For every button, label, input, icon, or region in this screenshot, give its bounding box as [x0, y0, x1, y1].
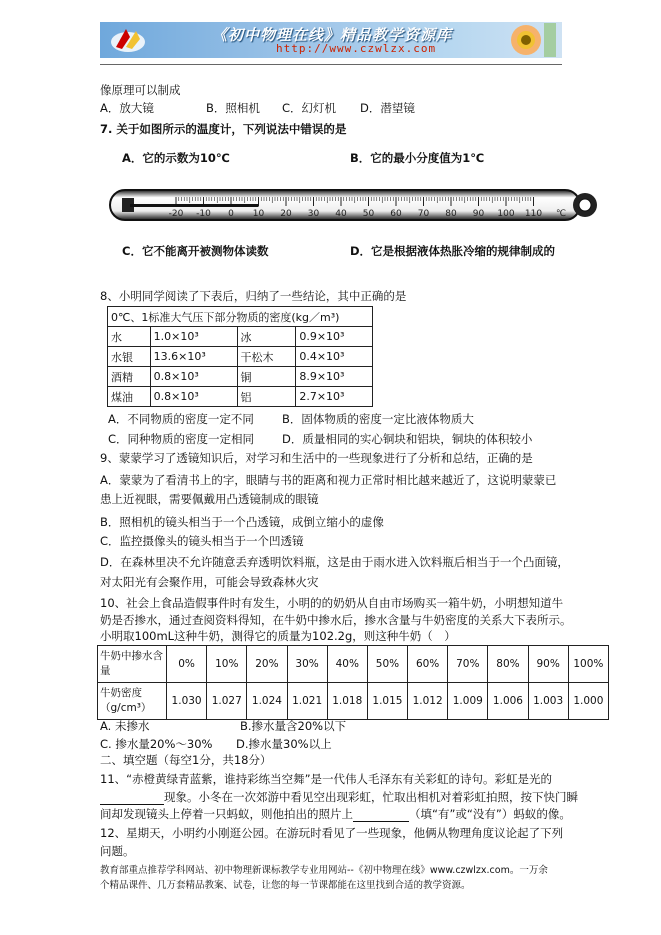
table-cell: 铝	[237, 387, 296, 407]
header-url[interactable]: http://www.czwlzx.com	[276, 42, 437, 55]
table-row	[98, 646, 609, 683]
table-cell: 1.024	[247, 683, 287, 720]
scale-label: 70	[417, 209, 430, 219]
table-cell: 干松木	[237, 347, 296, 367]
footer-line: 个精品课件、几万套精品教案、试卷，让您的每一节课都能在这里找到合适的教学资源。	[100, 880, 471, 891]
option-c: C．它不能离开被测物体读数	[122, 244, 269, 258]
scale-label: 40	[335, 209, 347, 219]
option-c: C．幻灯机	[282, 101, 337, 115]
question-11-cont	[100, 806, 571, 822]
question-10-cont: 小明取100mL这种牛奶，测得它的质量为102.2g，则这种牛奶（ ）	[100, 629, 456, 643]
option-c: C．监控摄像头的镜头相当于一个凹透镜	[100, 534, 304, 548]
table-cell: 10%	[207, 646, 247, 683]
option-b: B．照相机的镜头相当于一个凸透镜，成倒立缩小的虚像	[100, 515, 384, 529]
scale-label: 60	[390, 209, 402, 219]
question-12-cont: 问题。	[100, 844, 135, 858]
option-d-cont: 对太阳光有会聚作用，可能会导致森林火灾	[100, 575, 319, 589]
table-cell: 1.006	[488, 683, 528, 720]
header-title: 《初中物理在线》精品教学资源库	[212, 26, 453, 44]
table-cell: 1.003	[528, 683, 568, 720]
option-a: A．放大镜	[100, 101, 154, 115]
table-cell: 2.7×10³	[296, 387, 373, 407]
option-a: A．蒙蒙为了看清书上的字，眼睛与书的距离和视力正常时相比越来越近了，这说明蒙蒙已	[100, 473, 557, 487]
scale-label: 0	[228, 209, 234, 219]
scale-label: 90	[472, 209, 485, 219]
table-cell: 13.6×10³	[150, 347, 237, 367]
table-row	[98, 683, 609, 720]
scale-label: 30	[307, 209, 320, 219]
table-cell: 1.021	[287, 683, 327, 720]
question-12: 12、星期天，小明约小刚逛公园。在游玩时看见了一些现象，他俩从物理角度议论起了下列	[100, 826, 564, 840]
question-10-cont: 奶是否掺水，通过查阅资料得知，在牛奶中掺水后，掺水含量与牛奶密度的关系大下表所示。	[100, 613, 572, 627]
table-cell: 50%	[367, 646, 407, 683]
table-header-cell: 牛奶中掺水含量	[98, 646, 167, 683]
option-b: B．照相机	[206, 101, 260, 115]
scale-label: 100	[497, 209, 515, 219]
option-b: B．它的最小分度值为1℃	[350, 151, 485, 165]
table-cell: 20%	[247, 646, 287, 683]
table-cell: 0.4×10³	[296, 347, 373, 367]
table-cell: 0%	[167, 646, 207, 683]
density-table	[107, 306, 373, 407]
table-cell: 80%	[488, 646, 528, 683]
thermometer-figure	[108, 186, 600, 226]
table-cell: 60%	[408, 646, 448, 683]
table-cell: 1.009	[448, 683, 488, 720]
site-logo-icon	[108, 25, 148, 55]
table-cell: 1.012	[408, 683, 448, 720]
option-b: B.掺水量含20%以下	[240, 719, 347, 733]
table-row	[108, 347, 373, 367]
table-row	[108, 327, 373, 347]
density-table-caption: 0℃、1标准大气压下部分物质的密度(kg／m³)	[108, 307, 373, 327]
milk-density-table	[97, 645, 609, 720]
table-cell: 冰	[237, 327, 296, 347]
option-a: A．它的示数为10℃	[122, 151, 230, 165]
table-cell: 1.000	[568, 683, 608, 720]
table-row	[108, 387, 373, 407]
table-cell: 70%	[448, 646, 488, 683]
table-cell: 1.0×10³	[150, 327, 237, 347]
question-11: 11、“赤橙黄绿青蓝紫，谁持彩练当空舞”是一代伟人毛泽东有关彩虹的诗句。彩虹是光的	[100, 772, 553, 786]
answer-blank[interactable]	[100, 791, 164, 805]
table-cell: 8.9×10³	[296, 367, 373, 387]
header-banner	[100, 22, 562, 58]
table-cell: 煤油	[108, 387, 151, 407]
option-a-cont: 患上近视眼，需要佩戴用凸透镜制成的眼镜	[100, 492, 319, 506]
scale-label: ℃	[555, 209, 567, 219]
scale-label: 50	[362, 209, 375, 219]
answer-blank[interactable]	[353, 808, 409, 822]
table-cell: 40%	[327, 646, 367, 683]
text-line: 像原理可以制成	[100, 83, 181, 97]
question-7: 7. 关于如图所示的温度计，下列说法中错误的是	[100, 122, 347, 136]
table-cell: 1.030	[167, 683, 207, 720]
question-9: 9、蒙蒙学习了透镜知识后，对学习和生活中的一些现象进行了分析和总结，正确的是	[100, 451, 533, 465]
option-d: D．它是根据液体热胀冷缩的规律制成的	[350, 244, 556, 258]
option-d: D．质量相同的实心铜块和铝块，铜块的体积较小	[282, 432, 533, 446]
table-cell: 1.015	[367, 683, 407, 720]
scale-label: 110	[524, 209, 543, 219]
text-span: 间却发现镜头上停着一只蚂蚁，则他拍出的照片上	[100, 807, 353, 821]
scale-label: 20	[280, 209, 292, 219]
question-10: 10、社会上食品造假事件时有发生，小明的的奶奶从自由市场购买一箱牛奶，小明想知道牛	[100, 596, 564, 610]
table-cell: 0.8×10³	[150, 367, 237, 387]
table-cell: 100%	[568, 646, 608, 683]
sunflower-icon	[486, 23, 556, 57]
option-d: D．潜望镜	[360, 101, 415, 115]
table-cell: 1.027	[207, 683, 247, 720]
section-heading: 二、填空题（每空1分，共18分）	[100, 753, 272, 767]
footer-line: 教育部重点推荐学科网站、初中物理新课标教学专业用网站--《初中物理在线》www.czwlzx.com。一万余	[100, 865, 548, 876]
header-rule	[100, 64, 562, 65]
option-c: C．同种物质的密度一定相同	[108, 432, 255, 446]
option-d: D．在森林里决不允许随意丢弃透明饮料瓶，这是由于雨水进入饮料瓶后相当于一个凸面镜，	[100, 555, 569, 569]
table-cell: 水银	[108, 347, 151, 367]
thermometer-liquid-column	[130, 204, 259, 207]
option-d: D.掺水量30%以上	[236, 737, 332, 751]
table-header-cell: 牛奶密度（g/cm³）	[98, 683, 167, 720]
table-cell: 30%	[287, 646, 327, 683]
table-row	[108, 367, 373, 387]
scale-label: 80	[445, 209, 457, 219]
option-c: C. 掺水量20%～30%	[100, 737, 213, 751]
question-8: 8、小明同学阅读了下表后，归纳了一些结论，其中正确的是	[100, 289, 407, 303]
text-span: 现象。小冬在一次郊游中看见空出现彩虹，忙取出相机对着彩虹拍照，按下快门瞬	[164, 790, 578, 804]
option-b: B．固体物质的密度一定比液体物质大	[282, 412, 474, 426]
table-cell: 0.8×10³	[150, 387, 237, 407]
option-a: A. 未掺水	[100, 719, 150, 733]
table-cell: 90%	[528, 646, 568, 683]
table-cell: 1.018	[327, 683, 367, 720]
option-a: A．不同物质的密度一定不同	[108, 412, 254, 426]
question-11-cont	[100, 789, 578, 805]
scale-label: -20	[168, 209, 184, 219]
scale-label: 10	[252, 209, 265, 219]
table-cell: 铜	[237, 367, 296, 387]
table-cell: 酒精	[108, 367, 151, 387]
table-cell: 水	[108, 327, 151, 347]
table-cell: 0.9×10³	[296, 327, 373, 347]
text-span: （填“有”或“没有”）蚂蚁的像。	[409, 807, 571, 821]
scale-label: -10	[196, 209, 211, 219]
